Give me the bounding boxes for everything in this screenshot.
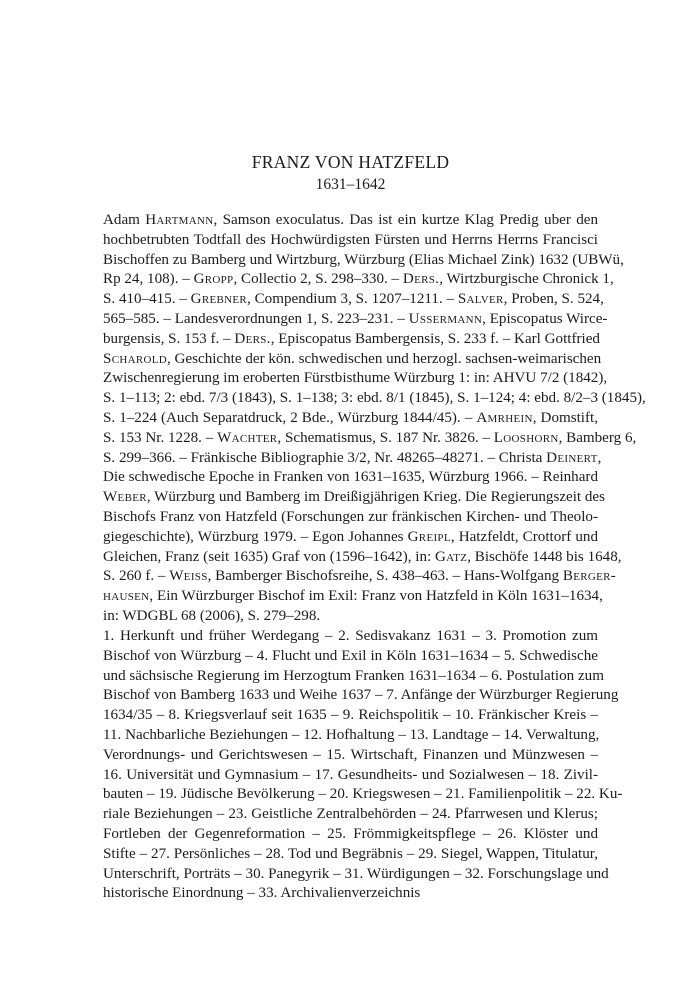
contents-line: Fortleben der Gegenreformation – 25. Frömmigkeitspflege – 26. Klöster und	[103, 825, 598, 842]
author-name: Weiss	[169, 568, 208, 585]
author-name: Ders.	[234, 330, 271, 347]
page-title: FRANZ VON HATZFELD	[251, 152, 450, 172]
contents-line: 1. Herkunft und früher Werdegang – 2. Sedisvakanz 1631 – 3. Promotion zum	[103, 628, 598, 644]
bibliography-line	[103, 567, 617, 587]
text-segment: , Episcopatus Bambergensis, S. 233 f. – Karl Gottfried	[270, 330, 600, 347]
author-name: Greipl	[407, 528, 451, 545]
page-subtitle-years: 1631–1642	[315, 176, 386, 193]
text-segment: , Proben, S. 524,	[503, 291, 604, 308]
text-segment: Rp 24, 108). –	[103, 271, 194, 288]
bibliography-line	[103, 270, 614, 290]
text-segment: Zwischenregierung im eroberten Fürstbisthume Würzburg 1: in: AHVU 7/2 (1842),	[103, 370, 608, 387]
text-segment: S. 410–415. –	[103, 291, 191, 308]
contents-line: und sächsische Regierung im Herzogtum Franken 1631–1634 – 6. Postulation zum	[103, 667, 604, 684]
text-segment: , Collectio 2, S. 298–330. –	[233, 271, 403, 288]
contents-line: 16. Universität und Gymnasium – 17. Gesundheits- und Sozialwesen – 18. Zivil-	[103, 766, 598, 783]
bibliography-line	[103, 211, 598, 231]
text-segment: Bischoffen zu Bamberg und Wirtzburg, Würzburg (Elias Michael Zink) 1632 (UBWü,	[103, 251, 624, 268]
bibliography-line	[103, 429, 637, 449]
text-segment: Gleichen, Franz (seit 1635) Graf von (1596–1642), in:	[103, 548, 435, 565]
contents-line: bauten – 19. Jüdische Bevölkerung – 20. Kriegswesen – 21. Familienpolitik – 22. Ku-	[103, 786, 623, 803]
bibliography-line	[103, 528, 598, 548]
contents-line: 11. Nachbarliche Beziehungen – 12. Hofhaltung – 13. Landtage – 14. Verwaltung,	[103, 726, 600, 743]
author-name: Hartmann	[145, 212, 214, 228]
bibliography-line	[103, 607, 598, 627]
text-segment: , Schematismus, S. 187 Nr. 3826. –	[277, 429, 494, 446]
contents-line: Stifte – 27. Persönliches – 28. Tod und Begräbnis – 29. Siegel, Wappen, Titulatur,	[103, 845, 598, 862]
bibliography-paragraph	[103, 211, 646, 627]
bibliography-line	[103, 468, 598, 488]
text-segment: , Bischöfe 1448 bis 1648,	[467, 548, 622, 565]
bibliography-line	[103, 290, 604, 310]
text-segment: S. 1–224 (Auch Separatdruck, 2 Bde., Würzburg 1844/45). –	[103, 409, 477, 426]
author-name: Ders.	[402, 271, 440, 288]
contents-line: riale Beziehungen – 23. Geistliche Zentralbehörden – 24. Pfarrwesen und Klerus;	[103, 806, 598, 823]
contents-line: historische Einordnung – 33. Archivalienverzeichnis	[103, 885, 421, 902]
author-name: Gatz	[434, 548, 468, 565]
author-name: Grebner	[190, 291, 248, 308]
text-segment: , Episcopatus Wirce-	[482, 310, 608, 327]
text-segment: , Würzburg und Bamberg im Dreißigjährigen Krieg. Die Regierungszeit des	[146, 489, 606, 506]
text-segment: S. 1–113; 2: ebd. 7/3 (1843), S. 1–138; 3: ebd. 8/1 (1845), S. 1–124; 4: ebd. 8/2–3 (1845),	[103, 390, 646, 407]
text-segment: Adam	[103, 212, 146, 228]
text-segment: in: WDGBL 68 (2006), S. 279–298.	[103, 607, 321, 624]
bibliography-line	[103, 409, 598, 429]
text-segment: giegeschichte), Würzburg 1979. – Egon Johannes	[103, 528, 408, 545]
text-segment: Bischofs Franz von Hatzfeld (Forschungen zur fränkischen Kirchen- und Theolo-	[103, 508, 598, 525]
contents-line: Bischof von Würzburg – 4. Flucht und Exil in Köln 1631–1634 – 5. Schwedische	[103, 647, 598, 664]
author-name: Amrhein	[476, 409, 533, 426]
contents-line: Unterschrift, Porträts – 30. Panegyrik – 31. Würdigungen – 32. Forschungslage und	[103, 865, 609, 882]
author-name: hausen	[103, 588, 150, 605]
bibliography-line	[103, 310, 608, 330]
contents-line: 1634/35 – 8. Kriegsverlauf seit 1635 – 9. Reichspolitik – 10. Fränkischer Kreis –	[103, 707, 598, 724]
bibliography-line	[103, 587, 603, 607]
author-name: Deinert	[546, 449, 598, 466]
author-name: Weber	[103, 489, 147, 506]
bibliography-line	[103, 251, 624, 271]
bibliography-line	[103, 350, 602, 370]
bibliography-line	[103, 508, 598, 528]
author-name: Gropp	[193, 271, 234, 288]
bibliography-line	[103, 369, 608, 389]
author-name: Scharold	[103, 350, 167, 367]
bibliography-line	[103, 231, 598, 251]
contents-paragraph	[103, 627, 623, 904]
text-segment: S. 260 f. –	[103, 568, 170, 585]
bibliography-line	[103, 330, 598, 350]
text-segment: , Domstift,	[532, 409, 598, 426]
contents-line: Verordnungs- und Gerichtswesen – 15. Wirtschaft, Finanzen und Münzwesen –	[103, 746, 598, 763]
author-name: Salver	[457, 291, 504, 308]
text-segment: , Compendium 3, S. 1207–1211. –	[247, 291, 458, 308]
text-segment: , Hatzfeldt, Crottorf und	[450, 528, 599, 545]
text-segment: , Wirtzburgische Chronick 1,	[439, 271, 614, 288]
text-segment: 565–585. – Landesverordnungen 1, S. 223–231. –	[103, 310, 409, 327]
bibliography-line	[103, 449, 602, 469]
text-segment: hochbetrubten Todtfall des Hochwürdigsten Fürsten und Herrns Herrns Francisci	[103, 231, 598, 248]
text-segment: , Bamberger Bischofsreihe, S. 438–463. – Hans-Wolfgang	[207, 568, 563, 585]
text-segment: ,	[597, 449, 602, 466]
text-segment: , Geschichte der kön. schwedischen und herzogl. sachsen-weimarischen	[166, 350, 602, 367]
contents-line: Bischof von Bamberg 1633 und Weihe 1637 – 7. Anfänge der Würzburger Regierung	[103, 687, 619, 704]
author-name: Looshorn	[493, 429, 559, 446]
text-segment: S. 153 Nr. 1228. –	[103, 429, 218, 446]
author-name: Wachter	[217, 429, 278, 446]
text-segment: burgensis, S. 153 f. –	[103, 330, 235, 347]
author-name: Ussermann	[408, 310, 483, 327]
text-segment: S. 299–366. – Fränkische Bibliographie 3/2, Nr. 48265–48271. – Christa	[103, 449, 547, 466]
bibliography-line	[103, 548, 622, 568]
text-segment: , Samson exoculatus. Das ist ein kurtze Klag Predig uber den	[213, 212, 598, 228]
bibliography-line	[103, 389, 646, 409]
text-segment: , Bamberg 6,	[558, 429, 637, 446]
text-segment: , Ein Würzburger Bischof im Exil: Franz von Hatzfeld in Köln 1631–1634,	[149, 588, 603, 605]
bibliography-line	[103, 488, 606, 508]
author-name: Berger-	[562, 568, 617, 585]
text-segment: Die schwedische Epoche in Franken von 1631–1635, Würzburg 1966. – Reinhard	[103, 469, 598, 486]
